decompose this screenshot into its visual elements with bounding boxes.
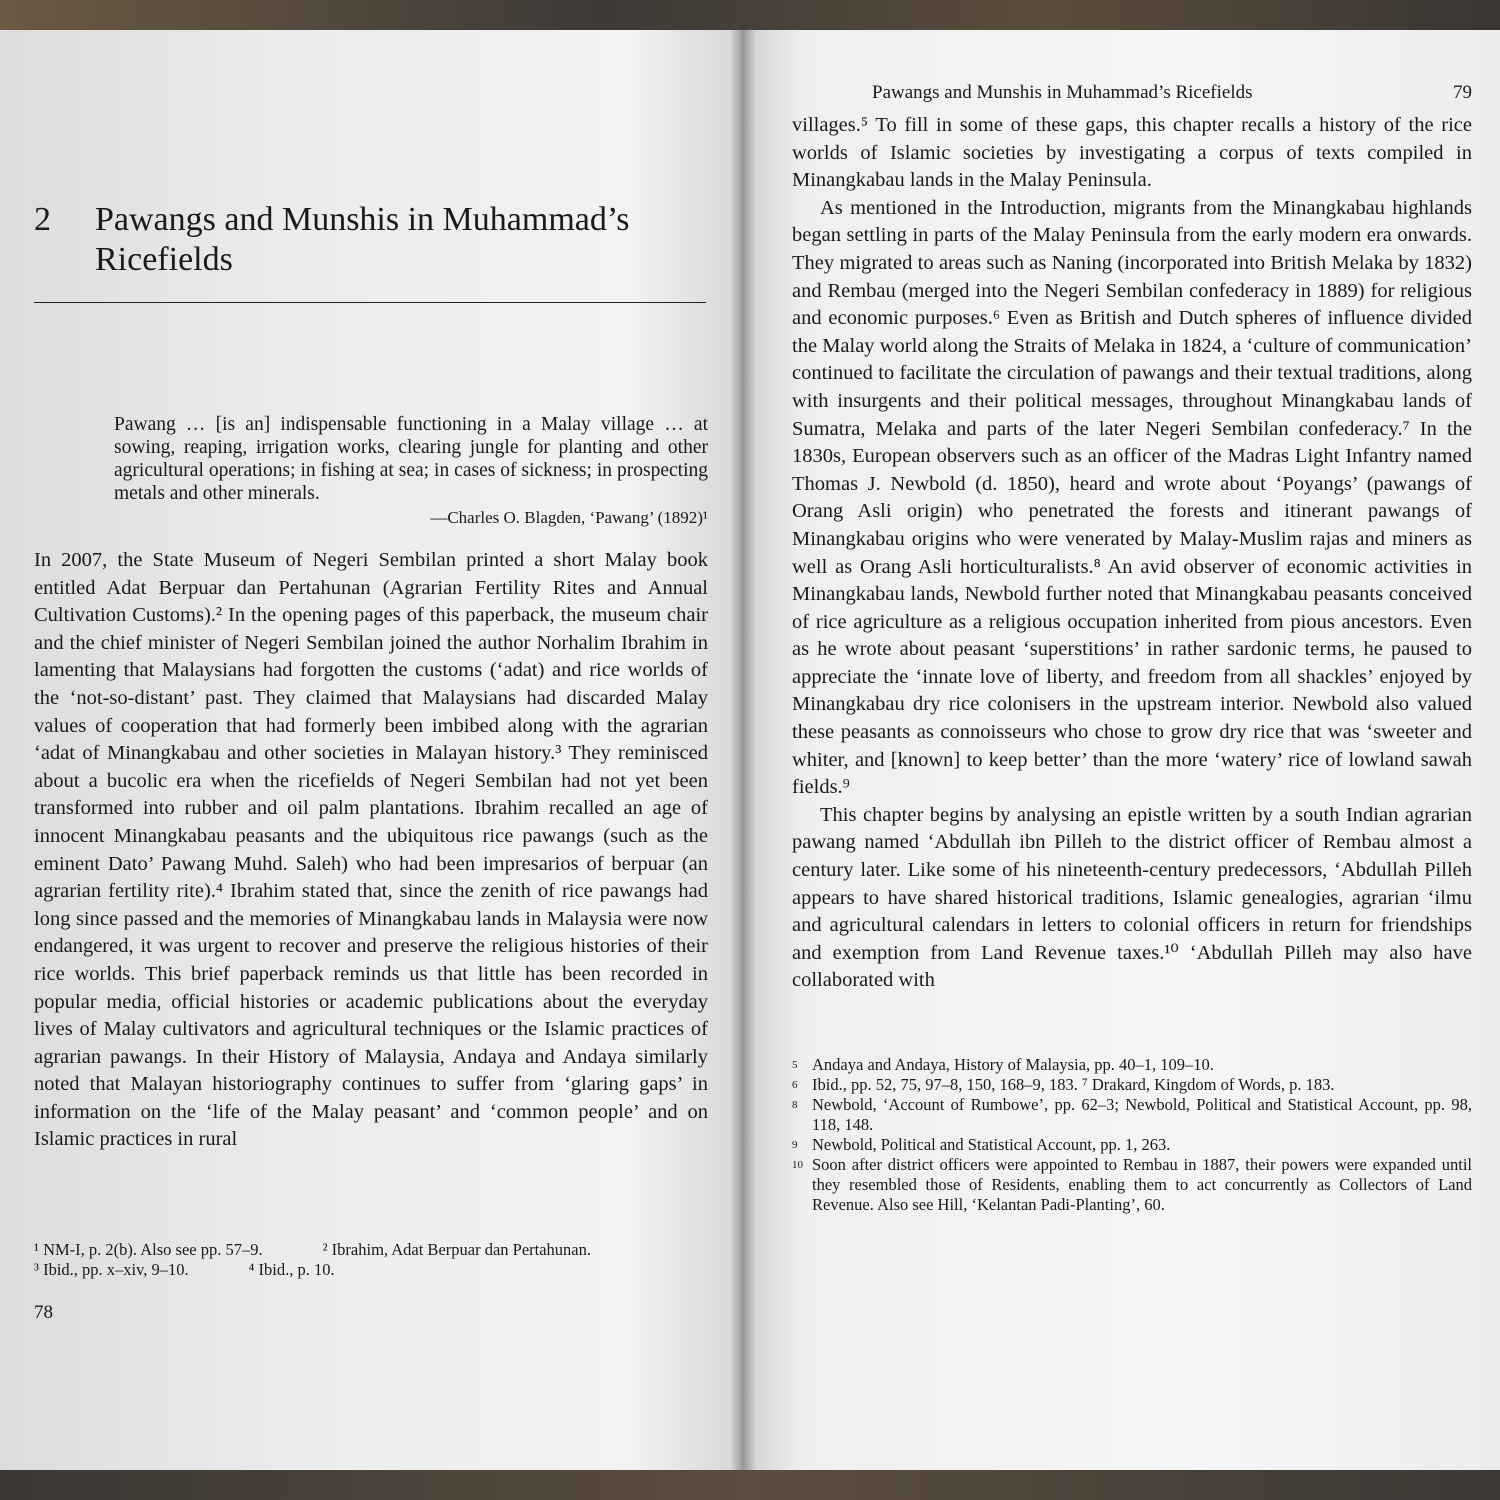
chapter-rule bbox=[34, 302, 706, 303]
page-number-left: 78 bbox=[34, 1302, 53, 1324]
running-head bbox=[792, 82, 1472, 104]
footnote-text: Soon after district officers were appointed to Rembau in 1887, their powers were expanded until they resembled those of Residents, enabling them to act concurrently as Collectors of Land Revenue. Also see Hill, ‘Kelantan Padi-Planting’, 60. bbox=[812, 1155, 1472, 1214]
epigraph-text: Pawang … [is an] indispensable functioning in a Malay village … at sowing, reaping, irrigation works, clearing jungle for planting and other agricultural operations; in fishing at sea; in cases of sickness; in prospecting metals and other minerals. bbox=[114, 414, 708, 504]
footnote-number: 5 bbox=[792, 1059, 798, 1071]
chapter-number: 2 bbox=[34, 201, 51, 238]
footnote bbox=[792, 1135, 1472, 1155]
chapter-title: Pawangs and Munshis in Muhammad’s Ricefields bbox=[95, 201, 630, 278]
book-gutter bbox=[730, 30, 756, 1470]
running-head-title: Pawangs and Munshis in Muhammad’s Ricefields bbox=[872, 82, 1253, 103]
chapter-heading bbox=[34, 200, 708, 280]
footnote-number: 9 bbox=[792, 1139, 798, 1151]
footnote-row bbox=[34, 1240, 708, 1260]
footnote bbox=[792, 1055, 1472, 1075]
right-page bbox=[742, 30, 1500, 1470]
footnote-number: 8 bbox=[792, 1099, 798, 1111]
epigraph bbox=[114, 413, 708, 529]
left-page bbox=[0, 30, 742, 1470]
footnote-text: Ibid., pp. 52, 75, 97–8, 150, 168–9, 183. ⁷ Drakard, Kingdom of Words, p. 183. bbox=[812, 1075, 1335, 1094]
footnote bbox=[792, 1095, 1472, 1135]
footnote-4: ⁴ Ibid., p. 10. bbox=[248, 1260, 335, 1280]
footnotes-right bbox=[792, 1055, 1472, 1215]
page-number-right: 79 bbox=[1453, 82, 1472, 103]
footnote-3: ³ Ibid., pp. x–xiv, 9–10. bbox=[34, 1260, 189, 1280]
footnotes-left bbox=[34, 1240, 708, 1280]
footnote-number: 6 bbox=[792, 1079, 798, 1091]
footnote bbox=[792, 1075, 1472, 1095]
footnote-number: 10 bbox=[792, 1159, 803, 1171]
footnote-1: ¹ NM-I, p. 2(b). Also see pp. 57–9. bbox=[34, 1240, 263, 1260]
footnote-text: Andaya and Andaya, History of Malaysia, pp. 40–1, 109–10. bbox=[812, 1055, 1214, 1074]
footnote bbox=[792, 1155, 1472, 1215]
body-paragraph-1: villages.⁵ To fill in some of these gaps, this chapter recalls a history of the rice worlds of Islamic societies by investigating a corpus of texts compiled in Minangkabau lands in the Malay Peninsula. bbox=[792, 114, 1472, 192]
footnote-text: Newbold, Political and Statistical Account, pp. 1, 263. bbox=[812, 1135, 1171, 1154]
footnote-text: Newbold, ‘Account of Rumbowe’, pp. 62–3; Newbold, Political and Statistical Account, pp. 98, 118, 148. bbox=[812, 1095, 1472, 1134]
body-paragraph-3: This chapter begins by analysing an epistle written by a south Indian agrarian pawang named ‘Abdullah ibn Pilleh to the district officer of Rembau almost a century later. Like some of his nineteenth-century predecessors, ‘Abdullah Pilleh appears to have shared historical traditions, Islamic genealogies, agrarian ‘ilmu and agricultural calendars in letters to colonial officers in return for friendships and exemption from Land Revenue taxes.¹⁰ ‘Abdullah Pilleh may also have collaborated with bbox=[792, 803, 1472, 992]
body-paragraph-2: As mentioned in the Introduction, migrants from the Minangkabau highlands began settling in parts of the Malay Peninsula from the early modern era onwards. They migrated to areas such as Naning (incorporated into British Melaka by 1832) and Rembau (merged into the Negeri Sembilan confederacy in 1889) for religious and economic purposes.⁶ Even as British and Dutch spheres of influence divided the Malay world along the Straits of Melaka in 1824, a ‘culture of communication’ continued to facilitate the circulation of pawangs and their textual traditions, along with insurgents and their political messages, throughout Minangkabau lands of Sumatra, Melaka and parts of the later Negeri Sembilan confederacy.⁷ In the 1830s, European observers such as an officer of the Madras Light Infantry named Thomas J. Newbold (d. 1850), heard and wrote about ‘Poyangs’ (pawangs of Orang Asli origin) who penetrated the forests and itinerant pawangs of Minangkabau origins who were venerated by Malay-Muslim rajas and miners as well as Orang Asli horticulturalists.⁸ An avid observer of economic activities in Minangkabau lands, Newbold further noted that Minangkabau peasants conceived of rice agriculture as a religious occupation inherited from pious ancestors. Even as he wrote about peasant ‘superstitions’ in rather sardonic terms, he paused to appreciate the ‘innate love of liberty, and freedom from all shackles’ enjoyed by Minangkabau dry rice colonisers in the upstream interior. Newbold also valued these peasants as connoisseurs who chose to grow dry rice that was ‘sweeter and whiter, and [known] to keep better’ than the more ‘watery’ rice of lowland sawah fields.⁹ bbox=[792, 196, 1472, 799]
footnote-row bbox=[34, 1260, 708, 1280]
footnote-2: ² Ibrahim, Adat Berpuar dan Pertahunan. bbox=[322, 1240, 592, 1260]
epigraph-attribution: —Charles O. Blagden, ‘Pawang’ (1892)¹ bbox=[430, 508, 708, 527]
body-paragraph: In 2007, the State Museum of Negeri Sembilan printed a short Malay book entitled Adat Berpuar dan Pertahunan (Agrarian Fertility Rites and Annual Cultivation Customs).² In the opening pages of this paperback, the museum chair and the chief minister of Negeri Sembilan joined the author Norhalim Ibrahim in lamenting that Malaysians had forgotten the customs (‘adat) and rice worlds of the ‘not-so-distant’ past. They claimed that Malaysians had discarded Malay values of cooperation that had formerly been imbibed along with the agrarian ‘adat of Minangkabau and other societies in Malayan history.³ They reminisced about a bucolic era when the ricefields of Negeri Sembilan had not yet been transformed into rubber and oil palm plantations. Ibrahim recalled an age of innocent Minangkabau peasants and the ubiquitous rice pawangs (such as the eminent Dato’ Pawang Muhd. Saleh) who had been impresarios of berpuar (an agrarian fertility rite).⁴ Ibrahim stated that, since the zenith of rice pawangs had long since passed and the memories of Minangkabau lands in Malaysia were now endangered, it was urgent to recover and preserve the religious histories of their rice worlds. This brief paperback reminds us that little has been recorded in popular media, official histories or academic publications about the everyday lives of Malay cultivators and agricultural techniques or the Islamic practices of agrarian pawangs. In their History of Malaysia, Andaya and Andaya similarly noted that Malayan historiography continues to suffer from ‘glaring gaps’ in information on the ‘life of the Malay peasant’ and ‘common people’ and on Islamic practices in rural bbox=[34, 549, 708, 1151]
